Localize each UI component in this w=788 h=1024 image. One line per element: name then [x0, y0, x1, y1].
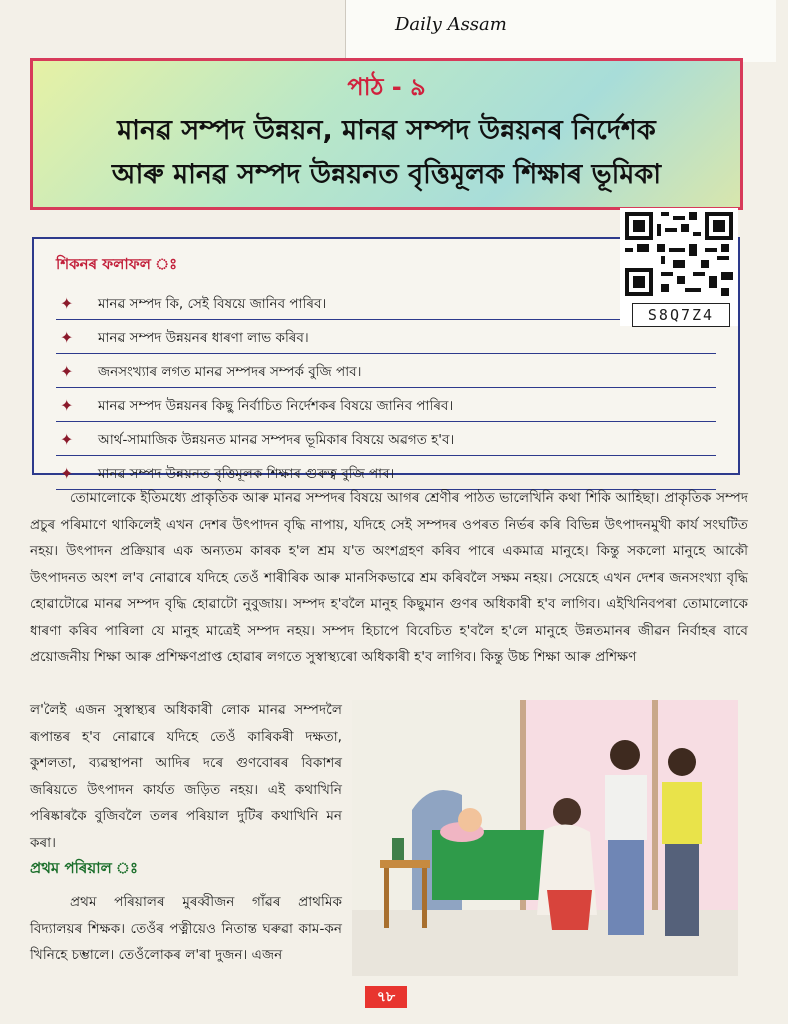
body-paragraph-2: ল'লৈই এজন সুস্বাস্থ্যৰ অধিকাৰী লোক মানৱ সম্পদলৈ ৰূপান্তৰ হ'ব নোৱাৰে যদিহে তেওঁ কাৰিকৰী দক্ষতা, কুশলতা, ব্যৱস্থাপনা আদিৰ দৰে গুণবোৰৰ বিকাশৰ জৰিয়তে উৎপাদন কাৰ্যত জড়িত নহয়। এই কথাখিনি পৰিষ্কাৰকৈ বুজিবলৈ তলৰ পৰিয়াল দুটিৰ কথাখিনি মন কৰা।	[30, 702, 342, 851]
star-bullet-icon: ✦	[60, 328, 74, 347]
body-paragraph-1: তোমালোকে ইতিমধ্যে প্ৰাকৃতিক আৰু মানৱ সম্পদৰ বিষয়ে আগৰ শ্ৰেণীৰ পাঠত ভালেখিনি কথা শিকি আহিছা। প্ৰাকৃতিক সম্পদ প্ৰচুৰ পৰিমাণে থাকিলেই এখন দেশৰ উৎপাদন বৃদ্ধি নাপায়, যদিহে সেই সম্পদৰ ওপৰত নিৰ্ভৰ কৰি বিভিন্ন উৎপাদনমুখী কাৰ্য সংঘটিত নহয়। উৎপাদন প্ৰক্ৰিয়াৰ এক অন্যতম কাৰক হ'ল শ্ৰম য'ত অংশগ্ৰহণ কৰিব পাৰে একমাত্ৰ মানুহে। কিন্তু সকলো মানুহে আকৌ উৎপাদনত অংশ ল'ব নোৱাৰে যদিহে তেওঁ শাৰীৰিক আৰু মানসিকভাৱে শ্ৰম কৰিবলৈ সক্ষম নহয়। সেয়েহে এখন দেশৰ জনসংখ্যা বৃদ্ধি হোৱাটোৱে মানৱ সম্পদ বৃদ্ধি হোৱাটো নুবুজায়। সম্পদ হ'বলৈ মানুহ কিছুমান গুণৰ অধিকাৰী হ'ব লাগিব। এইখিনিবপৰা তোমালোকে ধাৰণা কৰিব পাৰিলা যে মানুহ মাত্ৰেই সম্পদ নহয়। সম্পদ হিচাপে বিবেচিত হ'বলৈ হ'লে মানুহে উন্নতমানৰ জীৱন নিৰ্বাহৰ বাবে প্ৰয়োজনীয় শিক্ষা আৰু প্ৰশিক্ষণপ্ৰাপ্ত হোৱাৰ লগতে সুস্বাস্থ্যৰো অধিকাৰী হ'ব লাগিব। কিন্তু উচ্চ শিক্ষা আৰু প্ৰশিক্ষণ	[30, 490, 748, 665]
outcome-text: আৰ্থ-সামাজিক উন্নয়নত মানৱ সম্পদৰ ভূমিকাৰ বিষয়ে অৱগত হ'ব।	[98, 432, 455, 448]
star-bullet-icon: ✦	[60, 396, 74, 415]
star-bullet-icon: ✦	[60, 430, 74, 449]
family-illustration	[352, 700, 738, 976]
outcome-text: মানৱ সম্পদ উন্নয়নৰ ধাৰণা লাভ কৰিব।	[98, 330, 309, 346]
lesson-title-line-2: আৰু মানৱ সম্পদ উন্নয়নত বৃত্তিমূলক শিক্ষাৰ ভূমিকা	[111, 159, 662, 190]
qr-code-text: S8Q7Z4	[632, 303, 730, 327]
lesson-number: পাঠ - ৯	[347, 73, 426, 101]
body-paragraph-3: প্ৰথম পৰিয়ালৰ মুৰব্বীজন গাঁৱৰ প্ৰাথমিক বিদ্যালয়ৰ শিক্ষক। তেওঁৰ পত্নীয়েও নিতান্ত ঘৰুৱা কাম-কন খিনিহে চম্ভালে। তেওঁলোকৰ ল'ৰা দুজন। এজন	[30, 894, 342, 963]
star-bullet-icon: ✦	[60, 464, 74, 483]
outcome-text: জনসংখ্যাৰ লগত মানৱ সম্পদৰ সম্পৰ্ক বুজি পাব।	[98, 364, 362, 380]
list-item	[56, 391, 716, 422]
section-subheading: প্ৰথম পৰিয়াল ঃ	[30, 859, 138, 877]
list-item	[56, 357, 716, 388]
list-item	[56, 323, 716, 354]
outcome-text: মানৱ সম্পদ কি, সেই বিষয়ে জানিব পাৰিব।	[98, 296, 327, 312]
lesson-title-line-1: মানৱ সম্পদ উন্নয়ন, মানৱ সম্পদ উন্নয়নৰ নিৰ্দেশক	[117, 115, 656, 146]
lesson-title-banner	[30, 58, 743, 210]
list-item	[56, 289, 716, 320]
learning-outcomes-heading: শিকনৰ ফলাফল ঃ	[56, 255, 178, 273]
star-bullet-icon: ✦	[60, 294, 74, 313]
qr-pattern	[620, 208, 738, 300]
handwritten-note: Daily Assam	[395, 14, 507, 35]
learning-outcomes-list	[56, 289, 716, 493]
page-number: ৭৮	[365, 986, 407, 1008]
outcome-text: মানৱ সম্পদ উন্নয়নৰ কিছু নিৰ্বাচিত নিৰ্দেশকৰ বিষয়ে জানিব পাৰিব।	[98, 398, 454, 414]
star-bullet-icon: ✦	[60, 362, 74, 381]
list-item	[56, 425, 716, 456]
outcome-text: মানৱ সম্পদ উন্নয়নত বৃত্তিমূলক শিক্ষাৰ গুৰুত্ব বুজি পাব।	[98, 466, 395, 482]
